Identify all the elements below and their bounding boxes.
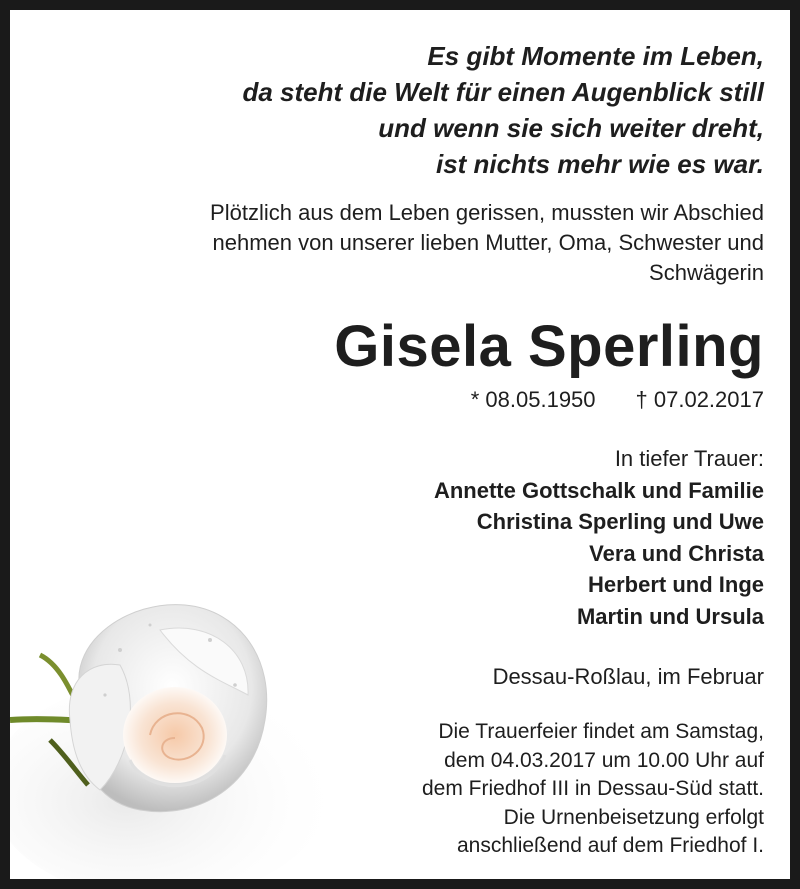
death-date: † 07.02.2017 (635, 387, 764, 412)
birth-date: * 08.05.1950 (470, 387, 596, 412)
motto-line: da steht die Welt für einen Augenblick still (242, 77, 764, 107)
mourner-name: Vera und Christa (589, 540, 764, 566)
place-date: Dessau-Roßlau, im Februar (492, 664, 764, 689)
service-line: anschließend auf dem Friedhof I. (456, 834, 764, 857)
service-line: Die Urnenbeisetzung erfolgt (503, 805, 764, 829)
mourners-heading: In tiefer Trauer: (614, 446, 764, 471)
mourner-name: Herbert und Inge (587, 572, 764, 597)
motto-line: ist nichts mehr wie es war. (435, 149, 764, 179)
service-line: Die Trauerfeier findet am Samstag, (438, 720, 764, 743)
mourners-block (44, 443, 764, 632)
service-line: dem Friedhof III in Dessau-Süd statt. (422, 777, 764, 800)
motto-verse (124, 38, 764, 182)
deceased-name: Gisela Sperling (334, 314, 764, 379)
motto-line: und wenn sie sich weiter dreht, (378, 113, 764, 143)
mourner-name: Martin und Ursula (576, 603, 764, 629)
life-dates (44, 385, 764, 415)
intro-line: nehmen von unserer lieben Mutter, Oma, Schwester und (212, 230, 764, 255)
mourner-name: Annette Gottschalk und Familie (433, 477, 764, 503)
intro-text (44, 198, 764, 288)
motto-line: Es gibt Momente im Leben, (427, 41, 764, 71)
intro-line: Plötzlich aus dem Leben gerissen, mussten wir Abschied (210, 200, 764, 225)
service-info (304, 718, 764, 861)
mourner-name: Christina Sperling und Uwe (476, 509, 764, 534)
service-line: dem 04.03.2017 um 10.00 Uhr auf (444, 748, 764, 772)
intro-line: Schwägerin (649, 260, 764, 285)
